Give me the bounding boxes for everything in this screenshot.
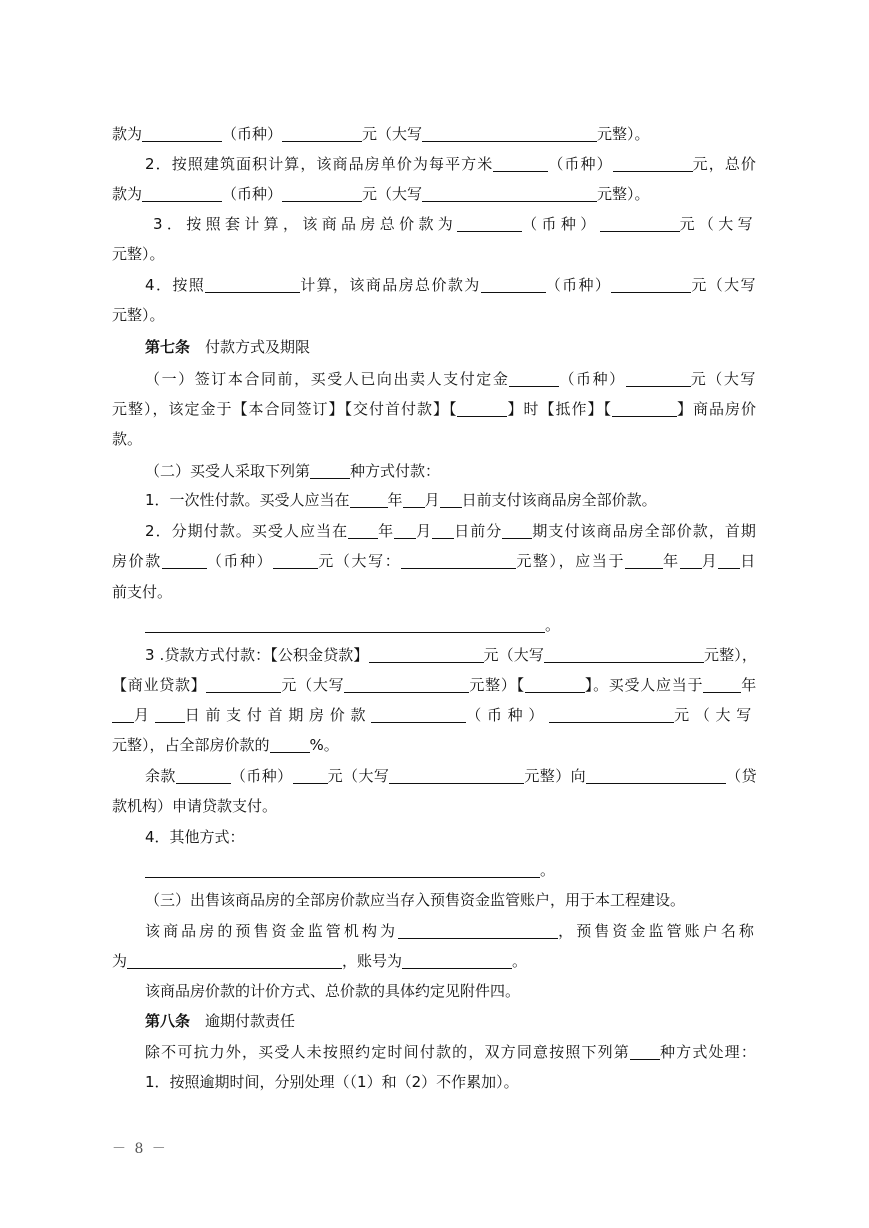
fill-in-blank[interactable]	[162, 552, 207, 569]
text-segment: 年	[387, 491, 403, 509]
text-segment: （币种）	[522, 215, 600, 233]
text-segment: （币种）	[548, 155, 613, 173]
text-segment: 除不可抗力外，买受人未按照约定时间付款的，双方同意按照下列第	[145, 1043, 630, 1061]
text-line	[112, 735, 339, 755]
fill-in-blank[interactable]	[432, 522, 454, 539]
text-segment: 元（大写	[327, 767, 390, 785]
text-segment: 月	[701, 552, 719, 570]
text-segment: 。	[512, 952, 528, 970]
text-segment: 计算，该商品房总价款为	[300, 276, 481, 294]
text-segment: 款机构）申请贷款支付。	[112, 797, 278, 815]
text-line	[112, 124, 650, 144]
text-segment: 元（大写	[679, 215, 757, 233]
text-segment: 元整）。	[112, 306, 165, 324]
text-segment: 种方式处理：	[659, 1043, 757, 1061]
text-line	[145, 521, 757, 541]
fill-in-blank[interactable]	[398, 922, 558, 939]
fill-in-blank[interactable]	[282, 185, 362, 202]
fill-in-blank[interactable]	[293, 767, 328, 784]
fill-in-blank[interactable]	[142, 185, 222, 202]
text-segment: 元（大写	[362, 125, 423, 143]
fill-in-blank[interactable]	[625, 552, 663, 569]
text-segment: 2．分期付款。买受人应当在	[145, 522, 349, 540]
text-segment: 逾期付款责任	[190, 1012, 296, 1030]
text-line	[112, 675, 757, 695]
text-segment: 元整），应当于	[516, 552, 626, 570]
text-line	[145, 1072, 519, 1092]
fill-in-blank[interactable]	[403, 491, 425, 508]
text-segment: 元，总价	[692, 155, 757, 173]
text-segment: 3 .贷款方式付款：【公积金贷款】	[145, 646, 369, 664]
fill-in-blank[interactable]	[422, 125, 597, 142]
fill-in-blank[interactable]	[127, 952, 342, 969]
text-segment: 元整）【	[469, 676, 525, 694]
text-line	[112, 551, 757, 571]
text-line	[112, 244, 165, 264]
text-segment: 1．一次性付款。买受人应当在	[145, 491, 350, 509]
text-segment: 日前支付该商品房全部价款。	[461, 491, 657, 509]
text-segment: 】时【抵作】【	[507, 400, 612, 418]
text-line	[112, 705, 757, 725]
text-line	[112, 582, 172, 602]
fill-in-blank[interactable]	[626, 370, 691, 387]
text-line	[112, 399, 757, 419]
text-segment: （币种）	[206, 552, 274, 570]
text-segment: 2．按照建筑面积计算，该商品房单价为每平方米	[145, 155, 494, 173]
text-segment: （币种）	[559, 370, 626, 388]
text-line	[145, 154, 757, 174]
text-segment: 元（大写	[281, 676, 345, 694]
text-line	[145, 1042, 757, 1062]
fill-in-blank[interactable]	[389, 767, 524, 784]
text-segment: （贷	[726, 767, 757, 785]
fill-in-blank[interactable]	[544, 646, 704, 663]
fill-in-blank[interactable]	[394, 522, 416, 539]
text-segment: 款为	[112, 125, 143, 143]
text-segment: （币种）	[466, 706, 550, 724]
text-segment: 日	[740, 552, 757, 570]
fill-in-blank[interactable]	[493, 155, 548, 172]
fill-in-blank[interactable]	[344, 676, 469, 693]
text-line	[112, 305, 165, 325]
text-line	[145, 645, 757, 665]
text-segment: 房价款	[112, 552, 162, 570]
fill-in-blank[interactable]	[145, 861, 540, 878]
text-segment: 4．按照	[145, 276, 206, 294]
text-segment: 【商业贷款】	[112, 676, 207, 694]
text-segment: 元整）向	[524, 767, 587, 785]
fill-in-blank[interactable]	[402, 952, 512, 969]
text-segment: 元（大写：	[318, 552, 402, 570]
text-segment: 余款	[145, 767, 176, 785]
fill-in-blank[interactable]	[613, 155, 693, 172]
text-segment: 为	[112, 952, 128, 970]
fill-in-blank[interactable]	[176, 767, 231, 784]
text-segment: 元（大写	[690, 370, 757, 388]
fill-in-blank[interactable]	[205, 276, 300, 293]
text-segment: 期支付该商品房全部价款，首期	[532, 522, 757, 540]
text-segment: 】商品房价	[676, 400, 757, 418]
text-line	[145, 890, 685, 910]
fill-in-blank[interactable]	[611, 276, 691, 293]
fill-in-blank[interactable]	[310, 462, 350, 479]
text-line	[112, 429, 142, 449]
text-line	[145, 337, 310, 357]
text-segment: （币种）	[230, 767, 293, 785]
fill-in-blank[interactable]	[369, 646, 484, 663]
text-line	[145, 275, 757, 295]
text-segment: （一）签订本合同前，买受人已向出卖人支付定金	[145, 370, 510, 388]
text-line	[145, 461, 440, 481]
text-line	[145, 369, 757, 389]
text-segment: ，账号为	[342, 952, 403, 970]
text-segment: 年	[663, 552, 680, 570]
text-segment: 日前支付首期房价款	[184, 706, 372, 724]
text-segment: 1．按照逾期时间，分别处理（（1）和（2）不作累加）。	[145, 1073, 519, 1091]
article-heading: 第七条	[145, 338, 191, 356]
fill-in-blank[interactable]	[270, 736, 310, 753]
text-segment: （二）买受人采取下列第	[145, 462, 311, 480]
text-segment: 元整），占全部房价款的	[112, 736, 270, 754]
fill-in-blank[interactable]	[525, 676, 585, 693]
text-segment: 。	[540, 861, 556, 879]
text-line	[145, 766, 757, 786]
fill-in-blank[interactable]	[371, 706, 466, 723]
fill-in-blank[interactable]	[680, 552, 702, 569]
text-segment: 元整）。	[597, 185, 650, 203]
text-segment: （币种）	[222, 125, 283, 143]
fill-in-blank[interactable]	[273, 552, 318, 569]
text-line	[112, 184, 650, 204]
text-segment: ，预售资金监管账户名称	[558, 922, 757, 940]
fill-in-blank[interactable]	[586, 767, 726, 784]
fill-in-blank[interactable]	[481, 276, 546, 293]
fill-in-blank[interactable]	[703, 676, 741, 693]
text-segment: 3．按照套计算，该商品房总价款为	[153, 215, 458, 233]
text-segment: 该商品房的预售资金监管机构为	[145, 922, 399, 940]
fill-in-blank[interactable]	[348, 522, 378, 539]
text-segment: 年	[378, 522, 395, 540]
text-segment: 日前分	[454, 522, 503, 540]
text-segment: 元（大写	[691, 276, 757, 294]
text-segment: 元整）。	[597, 125, 650, 143]
text-segment: 元整）。	[112, 245, 165, 263]
text-segment: 月	[134, 706, 155, 724]
text-segment: 】。买受人应当于	[584, 676, 704, 694]
text-segment: （币种）	[222, 185, 283, 203]
article-heading: 第八条	[145, 1012, 191, 1030]
fill-in-blank[interactable]	[457, 215, 522, 232]
text-segment: 款。	[112, 430, 143, 448]
text-line	[112, 951, 527, 971]
fill-in-blank[interactable]	[509, 370, 559, 387]
text-segment: 前支付。	[112, 583, 173, 601]
text-line	[145, 490, 657, 510]
text-line	[145, 921, 757, 941]
fill-in-blank[interactable]	[502, 522, 532, 539]
text-line	[145, 1011, 295, 1031]
fill-in-blank[interactable]	[145, 616, 545, 633]
text-segment: （币种）	[545, 276, 612, 294]
text-segment: 月	[424, 491, 440, 509]
fill-in-blank[interactable]	[112, 706, 134, 723]
text-segment: 付款方式及期限	[190, 338, 311, 356]
text-line	[145, 860, 555, 880]
text-segment: 元整），	[704, 646, 757, 664]
text-line	[145, 981, 520, 1001]
text-segment: 元（大写	[362, 185, 423, 203]
fill-in-blank[interactable]	[457, 400, 507, 417]
text-segment: 4．其他方式：	[145, 828, 245, 846]
fill-in-blank[interactable]	[612, 400, 677, 417]
fill-in-blank[interactable]	[282, 125, 362, 142]
text-line	[112, 796, 277, 816]
fill-in-blank[interactable]	[142, 125, 222, 142]
text-segment: 元整），该定金于【本合同签订】【交付首付款】【	[112, 400, 458, 418]
text-segment: 。	[545, 616, 561, 634]
text-segment: 元（大写	[483, 646, 545, 664]
fill-in-blank[interactable]	[440, 491, 462, 508]
text-segment: 种方式付款：	[350, 462, 441, 480]
fill-in-blank[interactable]	[206, 676, 281, 693]
text-segment: （三）出售该商品房的全部房价款应当存入预售资金监管账户，用于本工程建设。	[145, 891, 686, 909]
fill-in-blank[interactable]	[155, 706, 185, 723]
text-segment: 款为	[112, 185, 143, 203]
fill-in-blank[interactable]	[401, 552, 516, 569]
fill-in-blank[interactable]	[422, 185, 597, 202]
text-line	[145, 615, 560, 635]
fill-in-blank[interactable]	[718, 552, 740, 569]
text-segment: 年	[741, 676, 757, 694]
text-line	[145, 827, 245, 847]
fill-in-blank[interactable]	[549, 706, 674, 723]
fill-in-blank[interactable]	[630, 1043, 660, 1060]
text-segment: 月	[416, 522, 433, 540]
text-segment: 该商品房价款的计价方式、总价款的具体约定见附件四。	[145, 982, 521, 1000]
fill-in-blank[interactable]	[600, 215, 680, 232]
page-number: － 8 －	[112, 1141, 168, 1157]
text-segment: %。	[309, 736, 339, 754]
text-line	[153, 214, 757, 234]
fill-in-blank[interactable]	[350, 491, 388, 508]
text-segment: 元（大写	[674, 706, 757, 724]
